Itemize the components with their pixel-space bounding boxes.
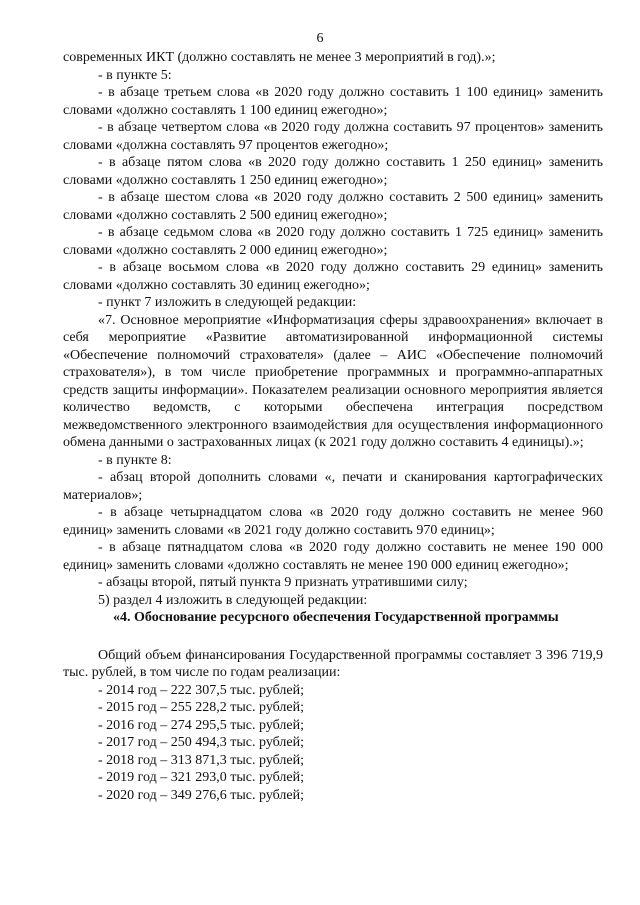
paragraph: - в абзаце четырнадцатом слова «в 2020 году должно составить не менее 960 единиц» заменить словами «в 2021 году должно составить 970 единиц»; [63,505,603,538]
funding-summary: Общий объем финансирования Государственной программы составляет 3 396 719,9 тыс. рублей, в том числе по годам реализации: [63,647,603,680]
paragraph: - пункт 7 изложить в следующей редакции: [98,295,357,310]
list-item: - 2019 год – 321 293,0 тыс. рублей; [98,770,305,785]
document-body [63,49,603,804]
paragraph: - в абзаце седьмом слова «в 2020 году должно составить 1 725 единиц» заменить словами «должно составлять 2 000 единиц ежегодно»; [63,225,603,258]
list-item: - 2020 год – 349 276,6 тыс. рублей; [98,787,305,803]
paragraph: - абзац второй дополнить словами «, печати и сканирования картографических материалов»; [63,470,603,503]
paragraph: 5) раздел 4 изложить в следующей редакции: [98,592,368,608]
list-item: - 2017 год – 250 494,3 тыс. рублей; [98,735,305,750]
paragraph: - в абзаце пятом слова «в 2020 году должно составить 1 250 единиц» заменить словами «должно составлять 1 250 единиц ежегодно»; [63,155,603,188]
paragraph: «7. Основное мероприятие «Информатизация сферы здравоохранения» включает в себя мероприятие «Развитие автоматизированной информационной системы «Обеспечение полномочий страхователя» (далее – АИС «Обеспечение полномочий страхователя»), в том числе приобретение программных и программно-аппаратных средств защиты информации». Показателем реализации основного мероприятия является количество ведомств, с которыми обеспечена интеграция посредством межведомственного электронного взаимодействия для осуществления информационного обмена данными о застрахованных лицах (к 2021 году должно составить 4 единицы).»; [63,312,603,450]
paragraph: - в абзаце шестом слова «в 2020 году должно составить 2 500 единиц» заменить словами «должно составлять 2 500 единиц ежегодно»; [63,190,603,223]
paragraph: - в пункте 8: [98,452,172,468]
paragraph: - в абзаце пятнадцатом слова «в 2020 году должно составить не менее 190 000 единиц» заменить словами «должно составлять не менее 190 000 единиц ежегодно»; [63,540,603,573]
paragraph: - абзацы второй, пятый пункта 9 признать утратившими силу; [98,575,468,590]
paragraph: - в пункте 5: [98,67,172,83]
list-item: - 2015 год – 255 228,2 тыс. рублей; [98,700,305,715]
funding-by-year-list [63,682,603,805]
paragraph: - в абзаце третьем слова «в 2020 году должно составить 1 100 единиц» заменить словами «должно составлять 1 100 единиц ежегодно»; [63,85,603,118]
paragraph: - в абзаце четвертом слова «в 2020 году должна составить 97 процентов» заменить словами «должна составлять 97 процентов ежегодно»; [63,120,603,153]
list-item: - 2016 год – 274 295,5 тыс. рублей; [98,717,305,733]
list-item: - 2014 год – 222 307,5 тыс. рублей; [98,682,305,698]
paragraph: - в абзаце восьмом слова «в 2020 году должно составить 29 единиц» заменить словами «должно составлять 30 единиц ежегодно»; [63,260,603,293]
section-heading: «4. Обоснование ресурсного обеспечения Государственной программы [113,610,559,625]
page-number: 6 [316,31,324,46]
paragraph: современных ИКТ (должно составлять не менее 3 мероприятий в год).»; [63,50,496,65]
list-item: - 2018 год – 313 871,3 тыс. рублей; [98,752,305,768]
